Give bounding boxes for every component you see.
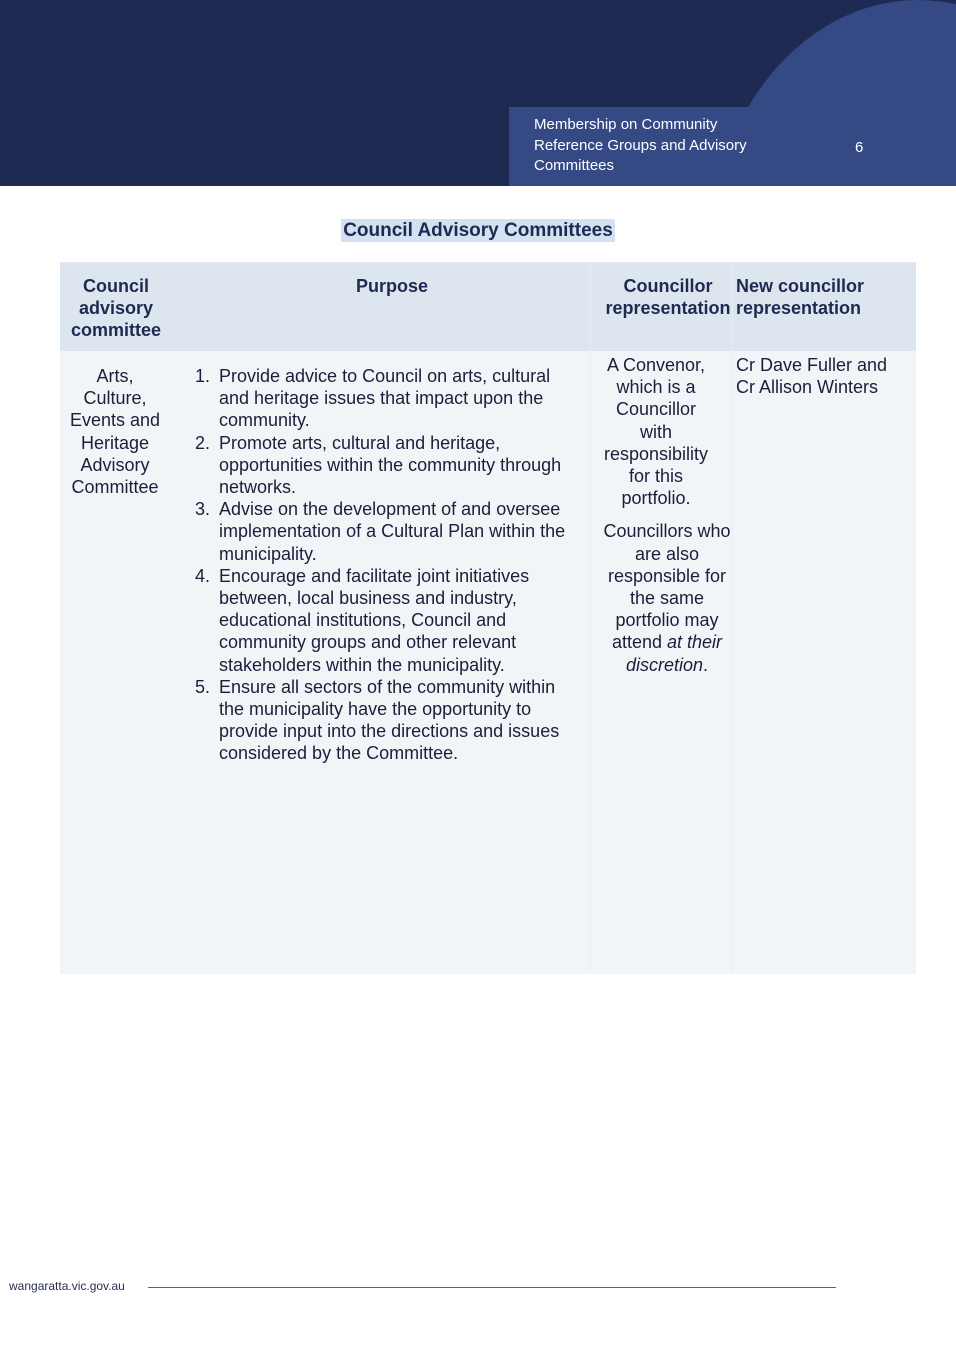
header-purpose: Purpose xyxy=(355,276,429,296)
purpose-item-text: Encourage and facilitate joint initiatives between, local business and industry, educational institutions, Council and community groups and other relevant stakeholders within the municipality. xyxy=(219,565,530,675)
purpose-cell xyxy=(195,365,585,765)
header-committee: Council advisory committee xyxy=(70,276,162,340)
page-number: 6 xyxy=(855,139,864,156)
convenor-note: A Convenor, which is a Councillor with responsibility for this portfolio. xyxy=(603,355,709,509)
purpose-item: 5. Ensure all sectors of the community within the municipality have the opportunity to provide input into the directions and issues considered by the Committee. xyxy=(195,676,560,764)
purpose-item: 3. Advise on the development of and oversee implementation of a Cultural Plan within the municipality. xyxy=(195,499,566,564)
purpose-item: 2. Promote arts, cultural and heritage, opportunities within the community through networks. xyxy=(195,432,562,498)
page-header xyxy=(0,0,956,186)
header-new-councillor-representation: New councillor representation xyxy=(736,276,865,318)
councillor-representation-cell xyxy=(600,354,734,687)
purpose-list xyxy=(195,365,585,765)
document-title: Membership on Community Reference Groups and Advisory Committees xyxy=(534,116,747,174)
purpose-item-text: Promote arts, cultural and heritage, opportunities within the community through networks. xyxy=(219,432,562,498)
section-title: Council Advisory Committees xyxy=(343,220,613,241)
section-title-wrap xyxy=(0,220,956,242)
committee-table xyxy=(60,262,916,974)
new-councillor-representation: Cr Dave Fuller and Cr Allison Winters xyxy=(736,355,888,398)
footer-website: wangaratta.vic.gov.au xyxy=(9,1279,125,1293)
purpose-item-text: Ensure all sectors of the community within the municipality have the opportunity to provide input into the directions and issues considered by the Committee. xyxy=(219,676,560,764)
attendance-note-text: Councillors who are also responsible for the same portfolio may attend xyxy=(603,521,731,653)
attendance-note-end: . xyxy=(703,654,709,675)
purpose-item-text: Provide advice to Council on arts, cultural and heritage issues that impact upon the community. xyxy=(219,366,551,431)
purpose-item-text: Advise on the development of and oversee implementation of a Cultural Plan within the municipality. xyxy=(219,499,566,564)
header-councillor-representation: Councillor representation xyxy=(605,276,731,318)
attendance-note xyxy=(600,520,734,675)
footer-divider xyxy=(148,1287,836,1288)
purpose-item: 1. Provide advice to Council on arts, cultural and heritage issues that impact upon the community. xyxy=(195,366,551,431)
attendance-note-emphasis: at their discretion xyxy=(625,632,723,675)
table-header-row xyxy=(60,264,916,351)
committee-name: Arts, Culture, Events and Heritage Advisory Committee xyxy=(69,366,161,498)
purpose-item: 4. Encourage and facilitate joint initiatives between, local business and industry, educational institutions, Council and community groups and other relevant stakeholders within the municipality. xyxy=(195,565,530,675)
column-divider xyxy=(590,264,591,972)
